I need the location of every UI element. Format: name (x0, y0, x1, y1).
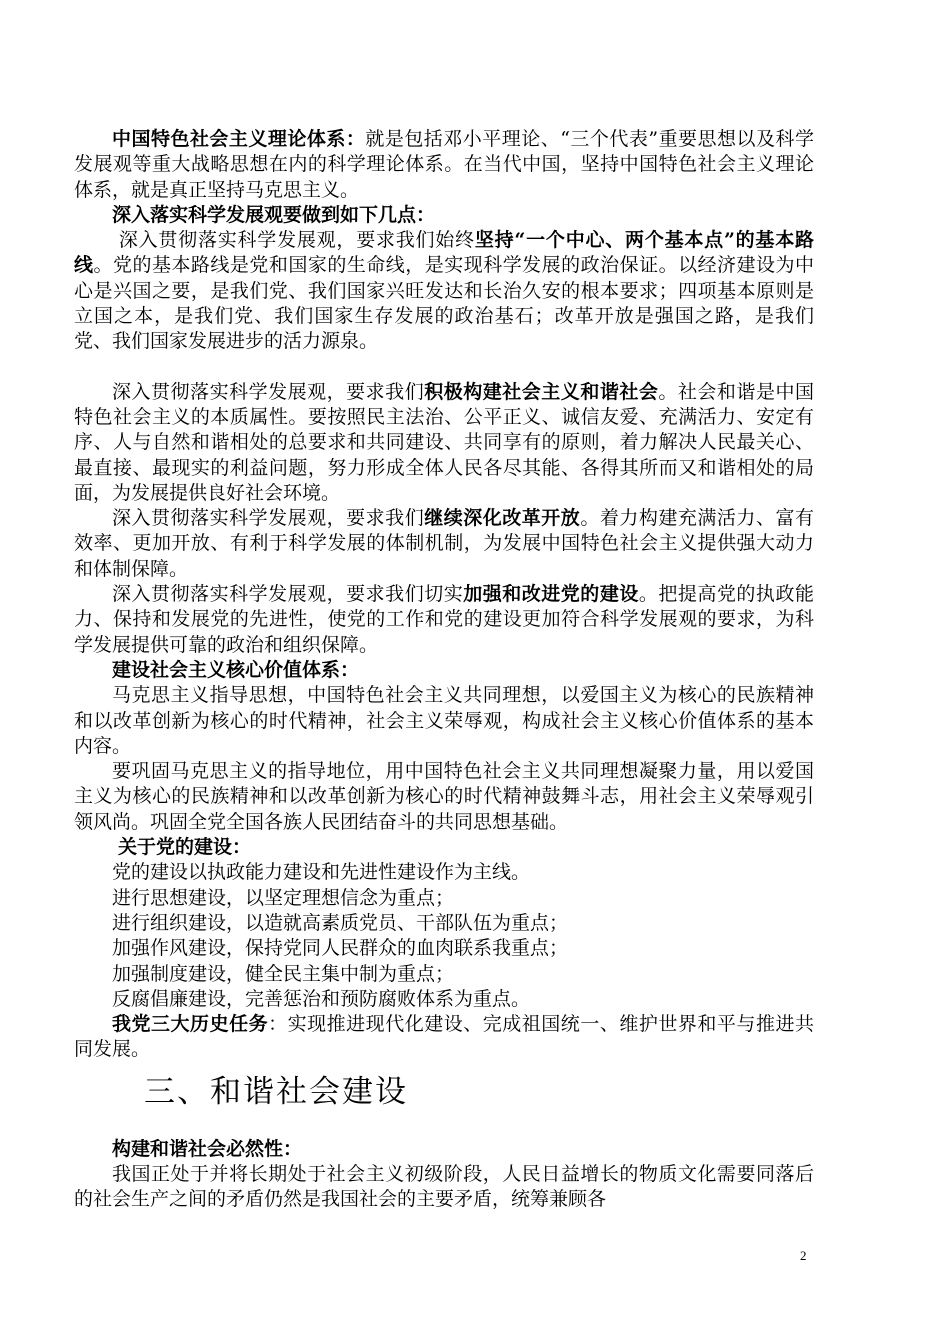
heading-harmonious-necessity: 构建和谐社会必然性： (112, 1137, 303, 1160)
paragraph-reform-opening: 深入贯彻落实科学发展观，要求我们继续深化改革开放。着力构建充满活力、富有效率、更加开放、有利于科学发展的体制机制，为发展中国特色社会主义提供强大动力和体制保障。 (74, 507, 814, 580)
paragraph-harmonious-society: 深入贯彻落实科学发展观，要求我们积极构建社会主义和谐社会。社会和谐是中国特色社会主义的本质属性。要按照民主法治、公平正义、诚信友爱、充满活力、安定有序、人与自然和谐相处的总要求和共同建设、共同享有的原则，着力解决人民最关心、最直接、最现实的利益问题，努力形成全体人民各尽其能、各得其所而又和谐相处的局面，为发展提供良好社会环境。 (74, 380, 814, 504)
list-item: 反腐倡廉建设，完善惩治和预防腐败体系为重点。 (112, 987, 531, 1010)
list-item: 加强制度建设，健全民主集中制为重点； (112, 962, 455, 985)
list-item: 进行思想建设，以坚定理想信念为重点； (112, 886, 455, 909)
heading-core-values: 建设社会主义核心价值体系： (112, 658, 360, 681)
heading-party-construction: 关于党的建设： (118, 836, 252, 859)
paragraph-core-values-content: 马克思主义指导思想，中国特色社会主义共同理想，以爱国主义为核心的民族精神和以改革创新为核心的时代精神，社会主义荣辱观，构成社会主义核心价值体系的基本内容。 (74, 684, 814, 757)
list-item: 加强作风建设，保持党同人民群众的血肉联系我重点； (112, 937, 569, 960)
paragraph-primary-stage: 我国正处于并将长期处于社会主义初级阶段，人民日益增长的物质文化需要同落后的社会生产之间的矛盾仍然是我国社会的主要矛盾，统筹兼顾各 (74, 1162, 814, 1211)
paragraph-basic-line: 深入贯彻落实科学发展观，要求我们始终坚持“一个中心、两个基本点”的基本路线。党的基本路线是党和国家的生命线，是实现科学发展的政治保证。以经济建设为中心是兴国之要，是我们党、我们国家兴旺发达和长治久安的根本要求；四项基本原则是立国之本，是我们党、我们国家生存发展的政治基石；改革开放是强国之路，是我们党、我们国家发展进步的活力源泉。 (74, 229, 814, 353)
section-gap (74, 1115, 814, 1137)
document-body (74, 127, 814, 1213)
page-number: 2 (800, 1248, 807, 1263)
heading-scientific-development: 深入落实科学发展观要做到如下几点： (112, 203, 436, 226)
paragraph-party-building: 深入贯彻落实科学发展观，要求我们切实加强和改进党的建设。把提高党的执政能力、保持和发展党的先进性，使党的工作和党的建设更加符合科学发展观的要求，为科学发展提供可靠的政治和组织保障。 (74, 583, 814, 656)
term-theory-system: 中国特色社会主义理论体系： (112, 128, 366, 150)
paragraph-theory-system: 中国特色社会主义理论体系：就是包括邓小平理论、“三个代表”重要思想以及科学发展观等重大战略思想在内的科学理论体系。在当代中国，坚持中国特色社会主义理论体系，就是真正坚持马克思主义。 (74, 128, 814, 201)
paragraph-gap (74, 355, 814, 380)
paragraph-historical-tasks: 我党三大历史任务：实现推进现代化建设、完成祖国统一、维护世界和平与推进共同发展。 (74, 1013, 814, 1061)
paragraph-core-values-consolidate: 要巩固马克思主义的指导地位，用中国特色社会主义共同理想凝聚力量，用以爱国主义为核心的民族精神和以改革创新为核心的时代精神鼓舞斗志，用社会主义荣辱观引领风尚。巩固全党全国各族人民团结奋斗的共同思想基础。 (74, 760, 814, 833)
section-title: 三、和谐社会建设 (144, 1073, 408, 1110)
list-item: 党的建设以执政能力建设和先进性建设作为主线。 (112, 861, 531, 884)
list-item: 进行组织建设，以造就高素质党员、干部队伍为重点； (112, 911, 569, 934)
